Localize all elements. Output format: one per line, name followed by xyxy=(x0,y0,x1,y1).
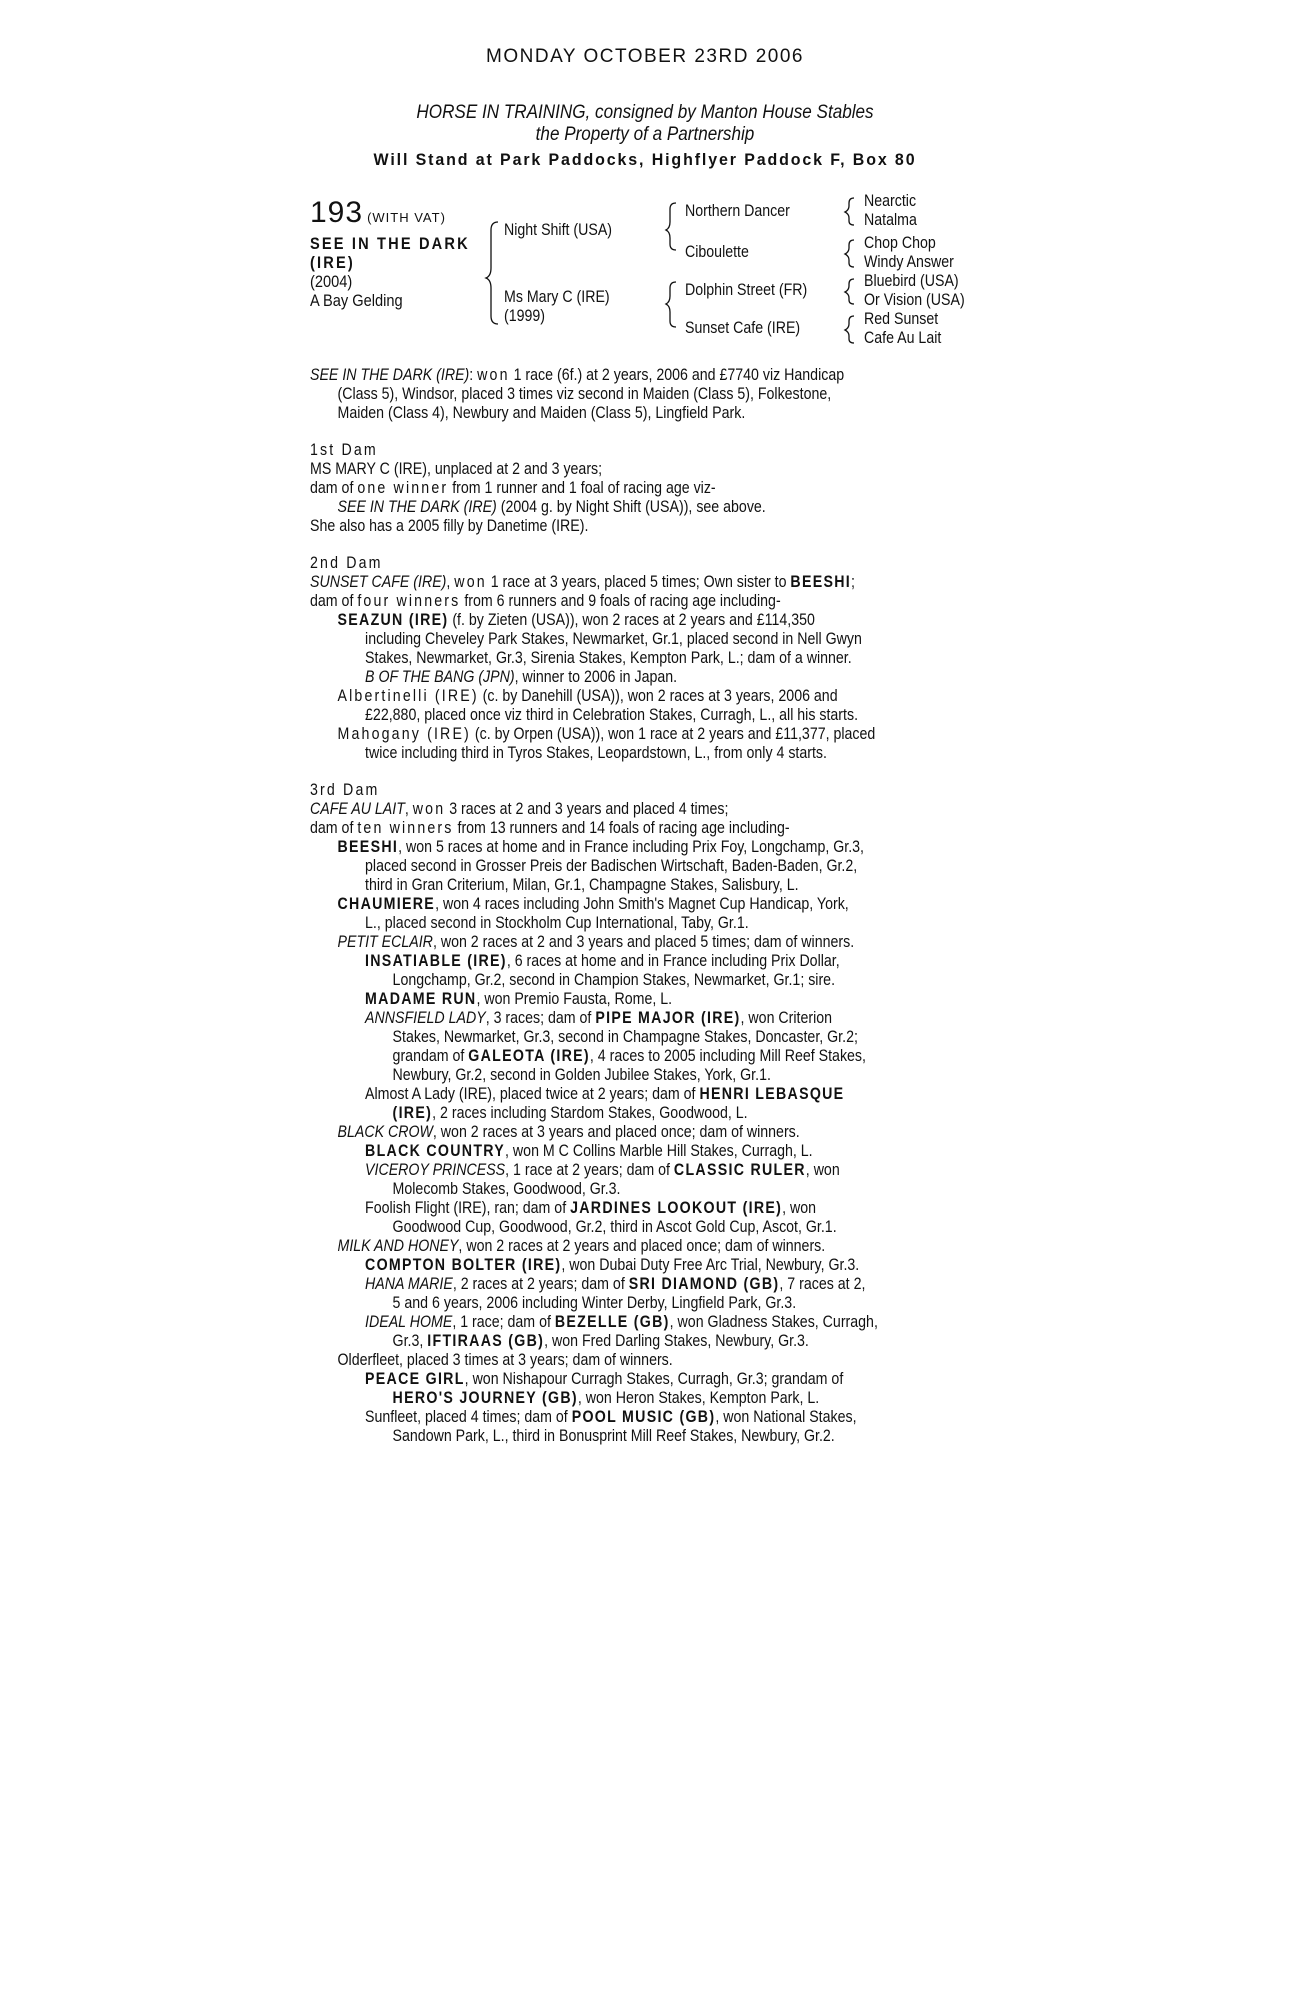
dam-line: Goodwood Cup, Goodwood, Gr.2, third in Ascot Gold Cup, Ascot, Gr.1. xyxy=(392,1218,837,1236)
dam-name: Ms Mary C (IRE) xyxy=(504,288,610,306)
dam-line: PEACE GIRL, won Nishapour Curragh Stakes, Curragh, Gr.3; grandam of xyxy=(365,1370,844,1388)
dam-line: BLACK CROW, won 2 races at 3 years and placed once; dam of winners. xyxy=(337,1123,800,1141)
lot-number: 193 xyxy=(310,196,364,229)
dam-line: Mahogany (IRE) (c. by Orpen (USA)), won 1 race at 2 years and £11,377, placed xyxy=(337,725,876,743)
dam-line: grandam of GALEOTA (IRE), 4 races to 2005 including Mill Reef Stakes, xyxy=(392,1047,866,1065)
horse-country: (IRE) xyxy=(310,253,355,272)
horse-year: (2004) xyxy=(310,272,353,291)
dam-line: B OF THE BANG (JPN), winner to 2006 in Japan. xyxy=(365,668,678,686)
dam-line: ANNSFIELD LADY, 3 races; dam of PIPE MAJOR (IRE), won Criterion xyxy=(365,1009,833,1027)
dam-line: SUNSET CAFE (IRE), won 1 race at 3 years, placed 5 times; Own sister to BEESHI; xyxy=(310,573,855,591)
dam-line: placed second in Grosser Preis der Badischen Wirtschaft, Baden-Baden, Gr.2, xyxy=(365,857,858,875)
dam-line: dam of ten winners from 13 runners and 14 foals of racing age including- xyxy=(310,819,790,837)
dam-line: Molecomb Stakes, Goodwood, Gr.3. xyxy=(392,1180,621,1198)
dam-line: CHAUMIERE, won 4 races including John Smith's Magnet Cup Handicap, York, xyxy=(337,895,849,913)
dam-line: VICEROY PRINCESS, 1 race at 2 years; dam of CLASSIC RULER, won xyxy=(365,1161,840,1179)
sale-date: MONDAY OCTOBER 23RD 2006 xyxy=(486,46,804,67)
dam-line: HANA MARIE, 2 races at 2 years; dam of SRI DIAMOND (GB), 7 races at 2, xyxy=(365,1275,866,1293)
dam-line: Foolish Flight (IRE), ran; dam of JARDINES LOOKOUT (IRE), won xyxy=(365,1199,817,1217)
third-dam-section xyxy=(310,781,1210,1446)
dam-line: CAFE AU LAIT, won 3 races at 2 and 3 years and placed 4 times; xyxy=(310,800,729,818)
horse-name: SEE IN THE DARK xyxy=(310,234,470,253)
dam-line: dam of four winners from 6 runners and 9 foals of racing age including- xyxy=(310,592,781,610)
dam-line: BEESHI, won 5 races at home and in France including Prix Foy, Longchamp, Gr.3, xyxy=(337,838,864,856)
dam-line: third in Gran Criterium, Milan, Gr.1, Champagne Stakes, Salisbury, L. xyxy=(365,876,799,894)
race-record xyxy=(310,366,1210,423)
section-title: 3rd Dam xyxy=(310,781,380,799)
dam-sire: Dolphin Street (FR) xyxy=(685,281,808,299)
ancestor-8: Cafe Au Lait xyxy=(864,329,942,347)
record-line: Maiden (Class 4), Newbury and Maiden (Class 5), Lingfield Park. xyxy=(337,404,746,422)
second-dam-section xyxy=(310,554,1210,763)
dam-line: She also has a 2005 filly by Danetime (IRE). xyxy=(310,517,589,535)
dam-line: £22,880, placed once viz third in Celebration Stakes, Curragh, L., all his starts. xyxy=(365,706,859,724)
dam-dam: Sunset Cafe (IRE) xyxy=(685,319,801,337)
dam-line: Sandown Park, L., third in Bonusprint Mill Reef Stakes, Newbury, Gr.2. xyxy=(392,1427,835,1445)
section-title: 2nd Dam xyxy=(310,554,383,572)
ancestor-5: Bluebird (USA) xyxy=(864,272,959,290)
sire-dam: Ciboulette xyxy=(685,243,749,261)
dam-line: MADAME RUN, won Premio Fausta, Rome, L. xyxy=(365,990,673,1008)
dam-line: Almost A Lady (IRE), placed twice at 2 years; dam of HENRI LEBASQUE xyxy=(365,1085,845,1103)
ancestor-1: Nearctic xyxy=(864,192,917,210)
ancestor-4: Windy Answer xyxy=(864,253,954,271)
ancestor-2: Natalma xyxy=(864,211,917,229)
dam-line: Newbury, Gr.2, second in Golden Jubilee Stakes, York, Gr.1. xyxy=(392,1066,771,1084)
dam-line: Longchamp, Gr.2, second in Champion Stakes, Newmarket, Gr.1; sire. xyxy=(392,971,836,989)
dam-line: Stakes, Newmarket, Gr.3, Sirenia Stakes, Kempton Park, L.; dam of a winner. xyxy=(365,649,852,667)
dam-line: Gr.3, IFTIRAAS (GB), won Fred Darling Stakes, Newbury, Gr.3. xyxy=(392,1332,809,1350)
ancestor-6: Or Vision (USA) xyxy=(864,291,965,309)
dam-line: IDEAL HOME, 1 race; dam of BEZELLE (GB), won Gladness Stakes, Curragh, xyxy=(365,1313,878,1331)
dam-line: L., placed second in Stockholm Cup International, Taby, Gr.1. xyxy=(365,914,749,932)
dam-line: 5 and 6 years, 2006 including Winter Derby, Lingfield Park, Gr.3. xyxy=(392,1294,797,1312)
dam-line: MS MARY C (IRE), unplaced at 2 and 3 years; xyxy=(310,460,603,478)
consignor-line: HORSE IN TRAINING, consigned by Manton House Stables xyxy=(416,102,874,123)
record-line: (Class 5), Windsor, placed 3 times viz second in Maiden (Class 5), Folkestone, xyxy=(337,385,832,403)
dam-line: MILK AND HONEY, won 2 races at 2 years and placed once; dam of winners. xyxy=(337,1237,826,1255)
stand-location: Will Stand at Park Paddocks, Highflyer Paddock F, Box 80 xyxy=(373,150,917,169)
vat-note: (WITH VAT) xyxy=(367,210,446,225)
owner-line: the Property of a Partnership xyxy=(535,124,755,145)
dam-line: twice including third in Tyros Stakes, Leopardstown, L., from only 4 starts. xyxy=(365,744,827,762)
dam-year: (1999) xyxy=(504,307,546,325)
pedigree-braces xyxy=(0,0,1290,360)
section-title: 1st Dam xyxy=(310,441,378,459)
dam-line: BLACK COUNTRY, won M C Collins Marble Hill Stakes, Curragh, L. xyxy=(365,1142,813,1160)
dam-line: Sunfleet, placed 4 times; dam of POOL MUSIC (GB), won National Stakes, xyxy=(365,1408,857,1426)
first-dam-section xyxy=(310,441,1210,536)
dam-line: SEE IN THE DARK (IRE) (2004 g. by Night Shift (USA)), see above. xyxy=(337,498,766,516)
sire-name: Night Shift (USA) xyxy=(504,221,613,239)
record-line: SEE IN THE DARK (IRE): won 1 race (6f.) at 2 years, 2006 and £7740 viz Handicap xyxy=(310,366,845,384)
dam-line: HERO'S JOURNEY (GB), won Heron Stakes, Kempton Park, L. xyxy=(392,1389,820,1407)
horse-description: A Bay Gelding xyxy=(310,291,403,310)
dam-line: Albertinelli (IRE) (c. by Danehill (USA)), won 2 races at 3 years, 2006 and xyxy=(337,687,838,705)
dam-line: Olderfleet, placed 3 times at 3 years; dam of winners. xyxy=(337,1351,673,1369)
ancestor-7: Red Sunset xyxy=(864,310,939,328)
dam-line: Stakes, Newmarket, Gr.3, second in Champagne Stakes, Doncaster, Gr.2; xyxy=(392,1028,858,1046)
dam-line: dam of one winner from 1 runner and 1 foal of racing age viz- xyxy=(310,479,716,497)
dam-line: COMPTON BOLTER (IRE), won Dubai Duty Free Arc Trial, Newbury, Gr.3. xyxy=(365,1256,860,1274)
sire-sire: Northern Dancer xyxy=(685,202,790,220)
dam-line: SEAZUN (IRE) (f. by Zieten (USA)), won 2 races at 2 years and £114,350 xyxy=(337,611,815,629)
dam-line: PETIT ECLAIR, won 2 races at 2 and 3 years and placed 5 times; dam of winners. xyxy=(337,933,855,951)
catalogue-body xyxy=(310,366,1210,1446)
ancestor-3: Chop Chop xyxy=(864,234,936,252)
dam-line: INSATIABLE (IRE), 6 races at home and in France including Prix Dollar, xyxy=(365,952,840,970)
dam-line: (IRE), 2 races including Stardom Stakes, Goodwood, L. xyxy=(392,1104,748,1122)
dam-line: including Cheveley Park Stakes, Newmarket, Gr.1, placed second in Nell Gwyn xyxy=(365,630,862,648)
